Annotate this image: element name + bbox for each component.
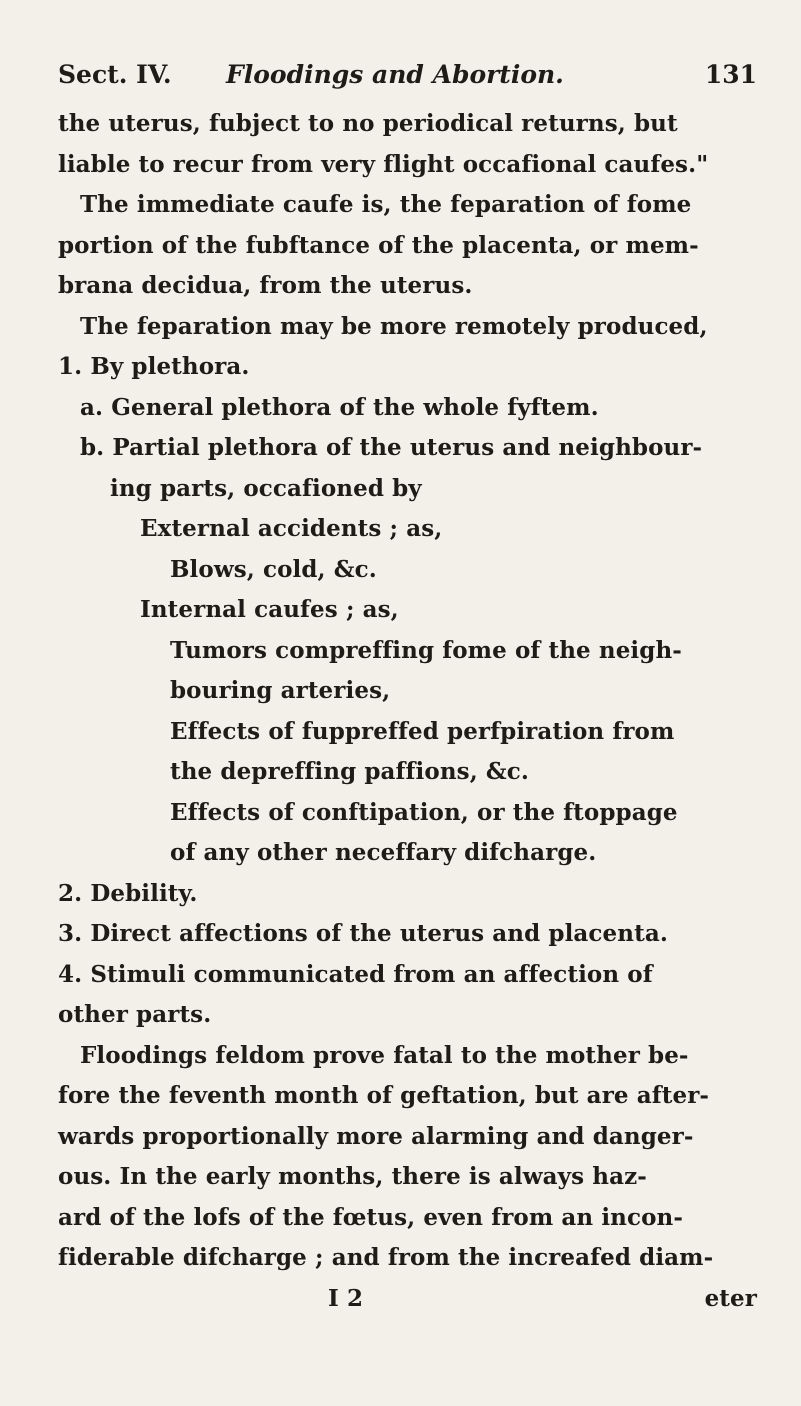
text-line: ard of the lofs of the fœtus, even from an incon- [58,1203,684,1231]
text-line: brana decidua, from the uterus. [58,272,473,299]
list-item: 1. By plethora. [58,353,250,380]
list-item: Tumors compreffing fome of the neigh- [170,636,682,664]
list-item: 4. Stimuli communicated from an affection of [58,960,653,988]
text-line: The feparation may be more remotely produced, [80,312,708,340]
text-line: the uterus, fubject to no periodical returns, but [58,110,678,137]
chapter-title: Floodings and Abortion. [226,60,564,89]
list-item: Effects of conftipation, or the ftoppage [170,798,678,826]
text-line: wards proportionally more alarming and danger- [58,1122,694,1150]
page-number: 131 [704,60,757,89]
body-text [58,104,757,1319]
catchword: eter [704,1284,757,1312]
list-item: 2. Debility. [58,879,198,907]
signature-mark: I 2 [328,1284,364,1312]
list-item: Internal caufes ; as, [140,596,399,623]
section-label: Sect. IV. [58,60,172,89]
list-item: a. General plethora of the whole fyftem. [80,393,599,421]
text-line: fore the feventh month of geftation, but are after- [58,1082,710,1109]
list-item: Effects of fuppreffed perfpiration from [170,717,675,745]
list-item: 3. Direct affections of the uterus and placenta. [58,920,668,947]
running-head [58,60,757,100]
text-line: Floodings feldom prove fatal to the mother be- [80,1041,689,1069]
text-line: ous. In the early months, there is always haz- [58,1163,647,1190]
text-line: ing parts, occafioned by [110,474,422,502]
text-line: bouring arteries, [170,677,391,704]
text-line: the depreffing paffions, &c. [170,758,529,785]
text-line: fiderable difcharge ; and from the increafed diam- [58,1244,714,1271]
text-line: of any other neceffary difcharge. [170,839,597,866]
text-line: liable to recur from very flight occafional caufes." [58,150,709,178]
text-line: portion of the fubftance of the placenta, or mem- [58,231,699,259]
text-line: The immediate caufe is, the feparation of fome [80,191,692,218]
list-item: External accidents ; as, [140,515,443,542]
list-item: Blows, cold, &c. [170,555,377,583]
page-footer [58,1279,757,1320]
text-line: other parts. [58,1001,212,1028]
list-item: b. Partial plethora of the uterus and neighbour- [80,434,703,461]
